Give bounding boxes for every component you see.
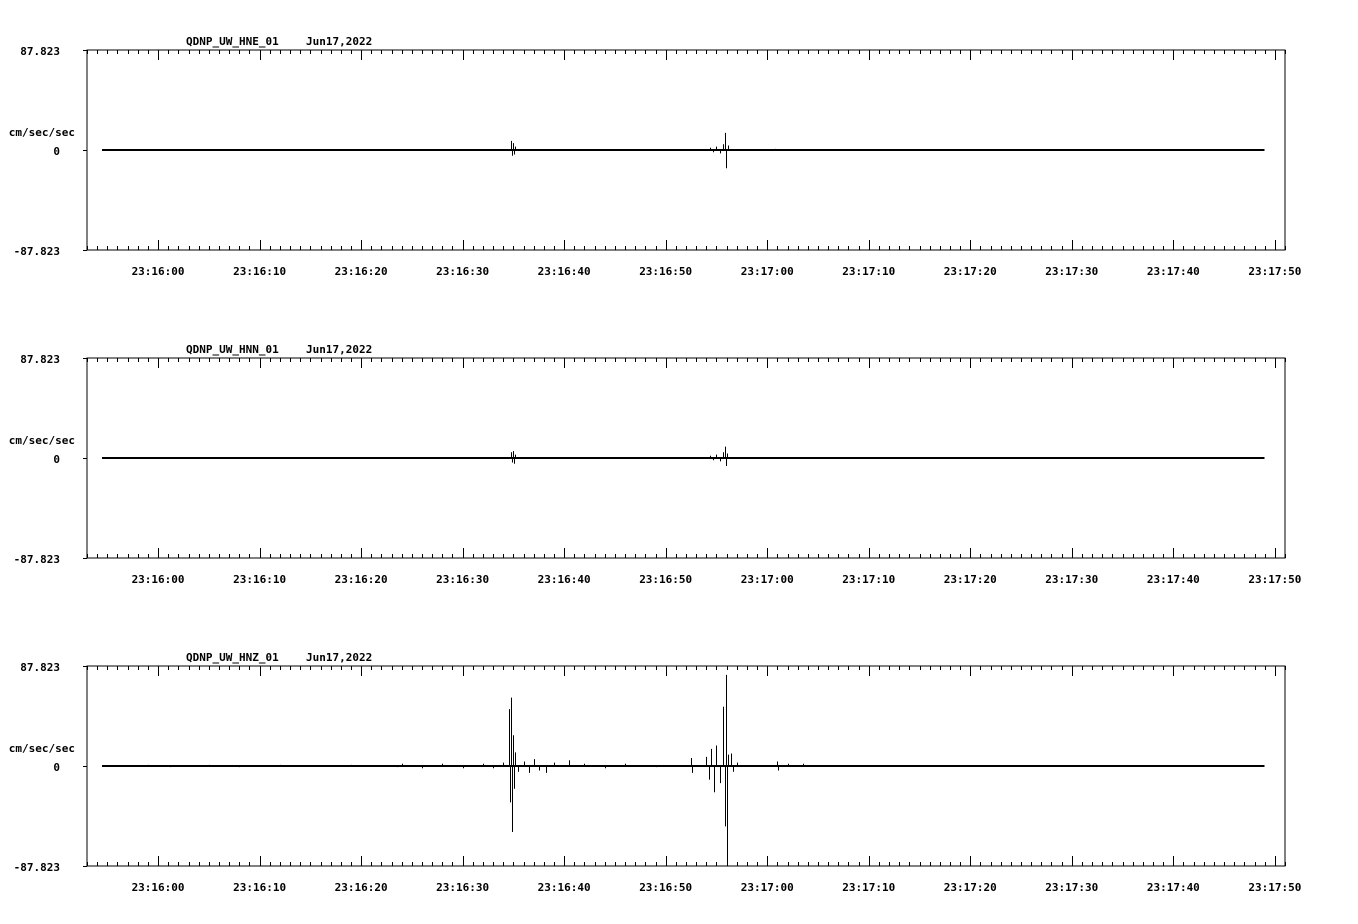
y-min-label: -87.823	[13, 553, 60, 566]
x-tick-label: 23:17:40	[1146, 573, 1200, 586]
waveform-trace	[102, 447, 1264, 466]
x-tick-label: 23:16:10	[233, 265, 287, 278]
x-tick-label: 23:16:30	[436, 573, 490, 586]
x-tick-label: 23:17:30	[1045, 881, 1099, 894]
x-tick-label: 23:17:40	[1146, 881, 1200, 894]
y-max-label: 87.823	[20, 45, 60, 58]
x-tick-label: 23:16:10	[233, 881, 287, 894]
x-tick-label: 23:17:30	[1045, 573, 1099, 586]
x-tick-label: 23:16:00	[131, 573, 185, 586]
x-tick-label: 23:16:30	[436, 881, 490, 894]
x-tick-label: 23:17:00	[740, 881, 794, 894]
y-zero-label: 0	[53, 761, 60, 774]
x-tick-label: 23:17:20	[943, 881, 997, 894]
x-tick-label: 23:17:40	[1146, 265, 1200, 278]
y-zero-label: 0	[53, 453, 60, 466]
waveform-trace	[102, 133, 1264, 168]
panel-title: QDNP_UW_HNZ_01	[186, 651, 279, 664]
panel-date: Jun17,2022	[306, 343, 373, 356]
panel-date: Jun17,2022	[306, 35, 373, 48]
x-tick-label: 23:16:50	[639, 573, 693, 586]
x-tick-label: 23:16:20	[334, 265, 388, 278]
x-tick-label: 23:17:50	[1248, 573, 1302, 586]
y-zero-label: 0	[53, 145, 60, 158]
x-tick-label: 23:16:20	[334, 881, 388, 894]
x-tick-label: 23:16:50	[639, 265, 693, 278]
x-tick-label: 23:16:30	[436, 265, 490, 278]
y-axis-label: cm/sec/sec	[8, 126, 75, 139]
y-axis-label: cm/sec/sec	[8, 742, 75, 755]
x-tick-label: 23:16:20	[334, 573, 388, 586]
x-tick-label: 23:17:10	[842, 881, 896, 894]
x-tick-label: 23:17:20	[943, 265, 997, 278]
x-axis-labels	[132, 265, 1302, 278]
x-tick-label: 23:17:50	[1248, 265, 1302, 278]
y-min-label: -87.823	[13, 245, 60, 258]
x-tick-label: 23:17:10	[842, 265, 896, 278]
x-tick-label: 23:17:00	[740, 573, 794, 586]
x-tick-label: 23:17:10	[842, 573, 896, 586]
x-tick-label: 23:17:00	[740, 265, 794, 278]
x-tick-label: 23:16:50	[639, 881, 693, 894]
y-min-label: -87.823	[13, 861, 60, 874]
y-max-label: 87.823	[20, 661, 60, 674]
x-axis-labels	[132, 881, 1302, 894]
x-tick-label: 23:16:00	[131, 265, 185, 278]
x-axis-labels	[132, 573, 1302, 586]
panel-title: QDNP_UW_HNE_01	[186, 35, 279, 48]
panel-date: Jun17,2022	[306, 651, 373, 664]
x-tick-label: 23:16:40	[537, 265, 591, 278]
x-tick-label: 23:16:00	[131, 881, 185, 894]
panel-hnn	[9, 343, 1302, 586]
panel-hne	[9, 35, 1302, 278]
x-tick-label: 23:16:40	[537, 573, 591, 586]
x-tick-label: 23:17:50	[1248, 881, 1302, 894]
y-max-label: 87.823	[20, 353, 60, 366]
panel-hnz	[9, 651, 1302, 894]
x-tick-label: 23:16:10	[233, 573, 287, 586]
x-tick-label: 23:16:40	[537, 881, 591, 894]
y-axis-label: cm/sec/sec	[8, 434, 75, 447]
x-tick-label: 23:17:20	[943, 573, 997, 586]
waveform-trace	[102, 675, 1264, 866]
x-tick-label: 23:17:30	[1045, 265, 1099, 278]
panel-title: QDNP_UW_HNN_01	[186, 343, 279, 356]
